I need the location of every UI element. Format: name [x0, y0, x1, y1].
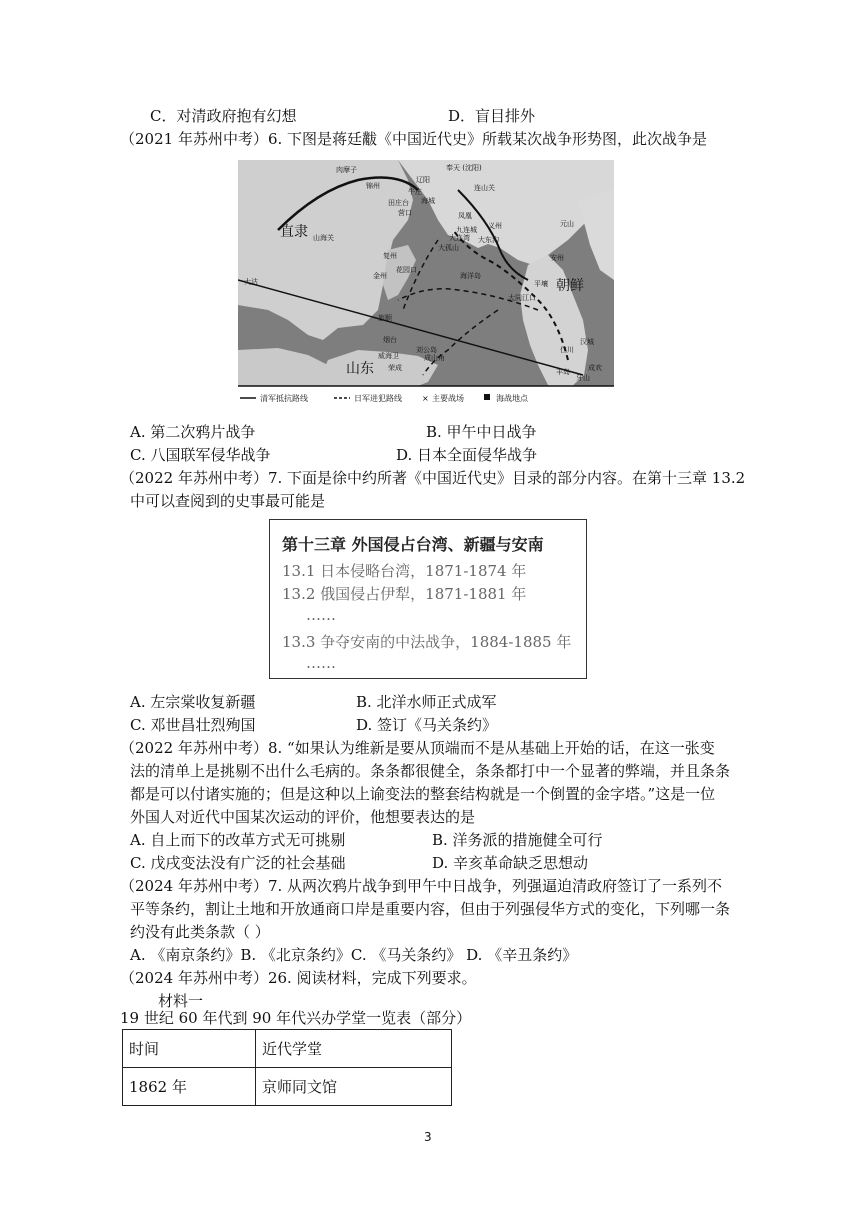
option-c-prev: C．对清政府抱有幻想 — [150, 107, 297, 125]
table-cell: 1862 年 — [123, 1068, 256, 1106]
place-label: 海城 — [421, 197, 435, 205]
place-label: 成山角 — [424, 354, 445, 362]
q8-line3: 都是可以付诸实施的；但是这种以上谕变法的整套结构就是一个倒置的金字塔。”这是一位 — [130, 785, 716, 803]
table-row — [123, 1068, 452, 1106]
place-label: 威海卫 — [378, 352, 399, 360]
q2024-7-line2: 平等条约，割让土地和开放通商口岸是重要内容，但由于列强侵华方式的变化，下列哪一条 — [130, 900, 731, 918]
place-label: 大东沟 — [478, 236, 499, 244]
toc-row: 13.1 日本侵略台湾，1871-1874 年 — [282, 562, 527, 580]
place-label: 烟台 — [383, 336, 397, 344]
toc-row: 13.3 争夺安南的中法战争，1884-1885 年 — [282, 633, 572, 651]
q8-line2: 法的清单上是挑剔不出什么毛病的。条条都很健全，条条都打中一个显著的弊端，并且条条 — [130, 762, 731, 780]
place-label: 大连湾 — [449, 234, 470, 242]
place-label: 安州 — [550, 254, 564, 262]
legend-naval-battle: 海战地点 — [496, 394, 528, 403]
q7-option-b: B. 北洋水师正式成军 — [356, 693, 497, 711]
q7-stem-line1: （2022 年苏州中考）7. 下面是徐中约所著《中国近代史》目录的部分内容。在第十三章 13.2 — [120, 469, 746, 487]
q8-line1: （2022 年苏州中考）8. “如果认为维新是要从顶端而不是从基础上开始的话，在这一张变 — [120, 739, 715, 757]
table-header-row — [123, 1030, 452, 1068]
q6-stem: （2021 年苏州中考）6. 下图是蒋廷黻《中国近代史》所载某次战争形势图，此次战争是 — [120, 130, 708, 148]
place-label: 大同江口 — [508, 294, 536, 302]
place-label: 丰岛 — [556, 368, 570, 376]
page-number: 3 — [424, 1130, 432, 1144]
q8-option-b: B. 洋务派的措施健全可行 — [432, 831, 603, 849]
place-label: 奉天 (沈阳) — [446, 164, 482, 172]
q6-option-d: D. 日本全面侵华战争 — [396, 446, 538, 464]
svg-text:×: × — [422, 394, 429, 403]
place-label: 成欢 — [588, 364, 602, 372]
toc-heading: 第十三章 外国侵占台湾、新疆与安南 — [282, 535, 544, 554]
q8-option-c: C. 戊戌变法没有广泛的社会基础 — [130, 854, 346, 872]
place-label: 田庄台 — [388, 199, 409, 207]
q6-option-a: A. 第二次鸦片战争 — [130, 423, 256, 441]
place-label: 花园口 — [396, 266, 417, 274]
q2024-7-options: A. 《南京条约》B. 《北京条约》C. 《马关条约》 D. 《辛丑条约》 — [130, 946, 578, 964]
place-label: 凤凰 — [458, 212, 472, 220]
toc-row: 13.2 俄国侵占伊犁，1871-1881 年 — [282, 585, 527, 603]
war-situation-map — [238, 160, 614, 406]
material-one-label: 材料一 — [158, 992, 204, 1010]
region-label: 朝鲜 — [556, 278, 584, 294]
schools-table — [122, 1029, 452, 1106]
q6-option-b: B. 甲午中日战争 — [426, 423, 537, 441]
q2024-7-line3: 约没有此类条款（ ） — [130, 923, 270, 941]
place-label: 大孤山 — [438, 244, 459, 252]
place-label: 海洋岛 — [460, 272, 481, 280]
place-label: 元山 — [560, 220, 574, 228]
table-header: 时间 — [123, 1030, 256, 1068]
q7-option-d: D. 签订《马关条约》 — [356, 716, 498, 734]
place-label: 荣成 — [388, 364, 402, 372]
place-label: 金州 — [373, 272, 387, 280]
region-label: 山东 — [346, 361, 374, 377]
toc-excerpt — [269, 519, 587, 679]
q7-option-a: A. 左宗棠收复新疆 — [130, 693, 256, 711]
table-header: 近代学堂 — [256, 1030, 452, 1068]
place-label: 营口 — [398, 209, 412, 217]
place-label: 牙山 — [576, 374, 590, 382]
region-label: 直隶 — [280, 224, 308, 240]
legend-qing-route: 清军抵抗路线 — [260, 394, 308, 403]
q8-option-a: A. 自上而下的改革方式无可挑剔 — [130, 831, 346, 849]
q26-stem: （2024 年苏州中考）26. 阅读材料，完成下列要求。 — [120, 969, 477, 987]
place-label: 山海关 — [313, 234, 334, 242]
place-label: 锦州 — [366, 182, 380, 190]
toc-ellipsis: …… — [306, 654, 336, 672]
q8-line4: 外国人对近代中国某次运动的评价，他想要表达的是 — [130, 808, 476, 826]
place-label: 汉城 — [580, 338, 594, 346]
place-label: 肉摩子 — [336, 166, 357, 174]
place-label: 九连城 — [456, 226, 477, 234]
q8-option-d: D. 辛亥革命缺乏思想动 — [432, 854, 589, 872]
toc-ellipsis: …… — [306, 606, 336, 624]
table-title: 19 世纪 60 年代到 90 年代兴办学堂一览表（部分） — [120, 1009, 472, 1027]
place-label: 义州 — [488, 222, 502, 230]
place-label: 平壤 — [534, 280, 548, 288]
place-label: 复州 — [383, 252, 397, 260]
q2024-7-line1: （2024 年苏州中考）7. 从两次鸦片战争到甲午中日战争，列强逼迫清政府签订了一系列不 — [120, 877, 723, 895]
place-label: 连山关 — [474, 184, 495, 192]
place-label: 仁川 — [560, 346, 574, 354]
q7-option-c: C. 邓世昌壮烈殉国 — [130, 716, 256, 734]
place-label: 辽阳 — [416, 176, 430, 184]
place-label: 牛庄 — [408, 188, 422, 196]
place-label: 刘公岛 — [416, 346, 437, 354]
q7-stem-line2: 中可以查阅到的史事最可能是 — [130, 492, 326, 510]
place-label: 旅顺 — [378, 314, 392, 322]
place-label: 大沽 — [244, 278, 258, 286]
legend-japan-route: 日军进犯路线 — [354, 394, 402, 403]
table-cell: 京师同文馆 — [256, 1068, 452, 1106]
q6-option-c: C. 八国联军侵华战争 — [130, 446, 271, 464]
legend-battlefield: 主要战场 — [432, 394, 464, 403]
option-d-prev: D．盲目排外 — [448, 107, 536, 125]
